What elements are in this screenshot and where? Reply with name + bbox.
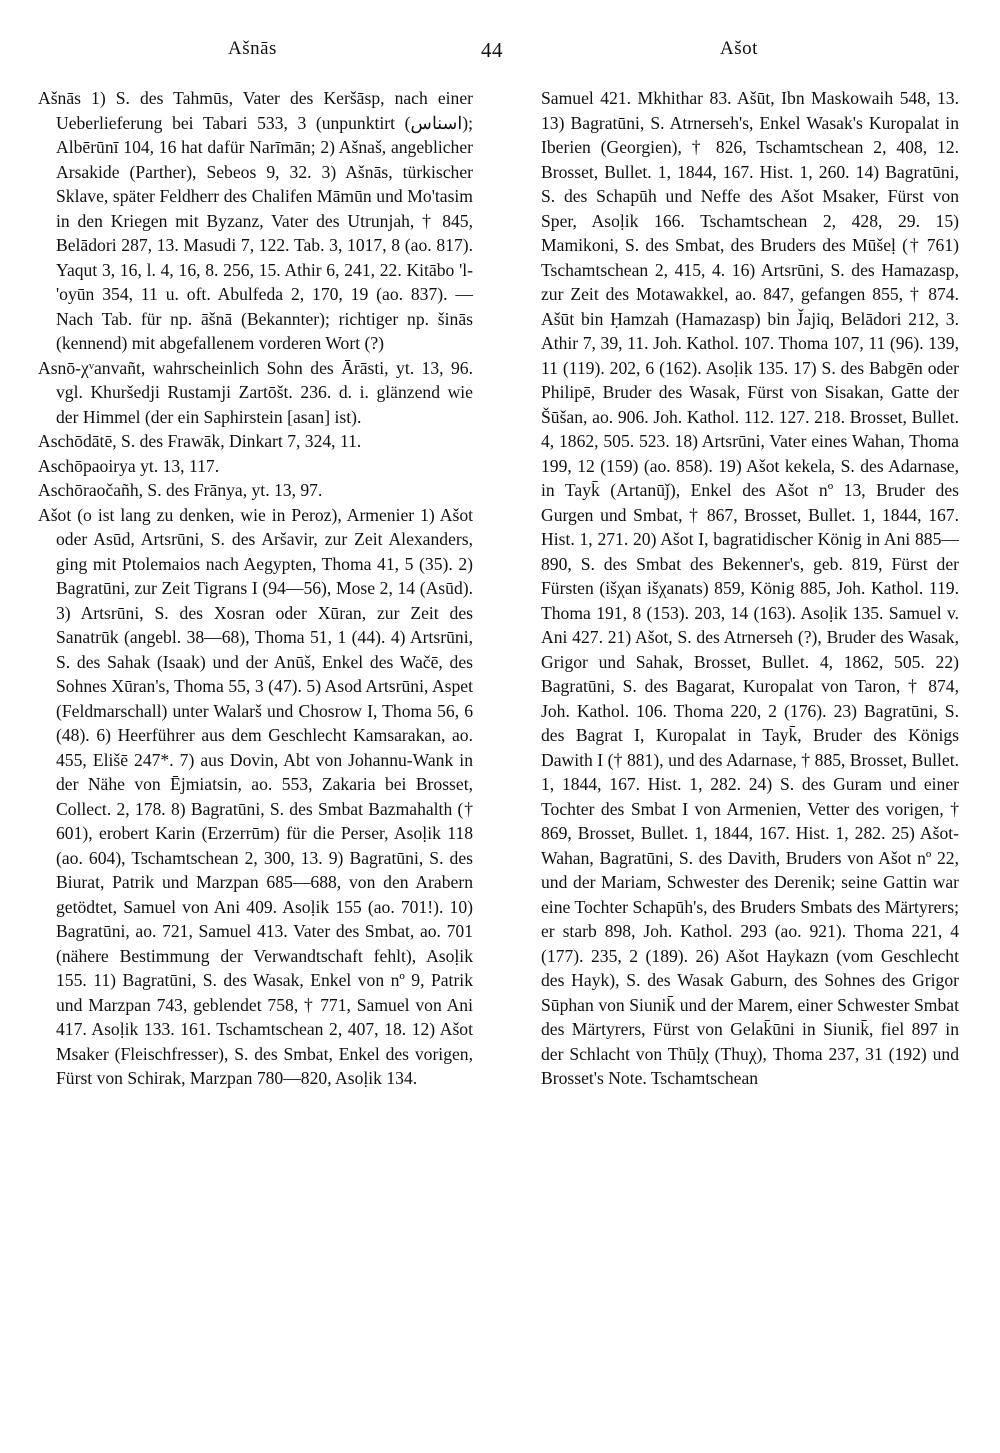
running-head-right: Ašot [720, 38, 758, 59]
entry-asot: Ašot (o ist lang zu denken, wie in Peroz), Armenier 1) Ašot oder Asūd, Artsrūni, S. des Aršavir, zur Zeit Alexanders, ging mit Ptolemaios nach Aegypten, Thoma 41, 5 (35). 2) Bagratūni, zur Zeit Tigrans I (94—56), Mose 2, 14 (Asūd). 3) Artsrūni, S. des Xosran oder Xūran, zur Zeit des Sanatrūk (angebl. 38—68), Thoma 51, 1 (44). 4) Artsrūni, S. des Sahak (Isaak) und der Anūš, Enkel des Wačē, des Sohnes Xūran's, Thoma 55, 3 (47). 5) Asod Artsrūni, Aspet (Feldmarschall) unter Walarš und Chosrow I, Thoma 56, 6 (48). 6) Heerführer aus dem Geschlecht Kamsarakan, ao. 455, Elišē 247*. 7) aus Dovin, Abt von Johannu-Wank in der Nähe von Ējmiatsin, ao. 553, Zakaria bei Brosset, Collect. 2, 178. 8) Bagratūni, S. des Smbat Bazmahalth († 601), erobert Karin (Erzerrūm) für die Perser, Asoḷik 118 (ao. 604), Tschamtschean 2, 300, 13. 9) Bagratūni, S. des Biurat, Patrik und Marzpan 685—688, von den Arabern getödtet, Samuel von Ani 409. Asoḷik 155 (ao. 701!). 10) Bagratūni, ao. 721, Samuel 413. Vater des Smbat, ao. 701 (nähere Bestimmung der Verwandtschaft fehlt), Asoḷik 155. 11) Bagratūni, S. des Wasak, Enkel von nº 9, Patrik und Marzpan 743, geblendet 758, † 771, Samuel von Ani 417. Asoḷik 133. 161. Tschamtschean 2, 407, 18. 12) Ašot Msaker (Fleischfresser), S. des Smbat, Enkel des vorigen, Fürst von Schirak, Marzpan 780—820, Asoḷik 134. [38, 504, 473, 1088]
right-column [541, 86, 959, 1091]
page-number: 44 [481, 38, 503, 62]
left-column [38, 86, 473, 1091]
entry-asot-continued: Samuel 421. Mkhithar 83. Ašūt, Ibn Maskowaih 548, 13. 13) Bagratūni, S. Atrnerseh's, Enkel Wasak's Kuropalat in Iberien (Georgien), † 826, Tschamtschean 2, 408, 12. Brosset, Bullet. 1, 1844, 167. Hist. 1, 260. 14) Bagratūni, S. des Schapūh und Neffe des Ašot Msaker, Fürst von Sper, Asoḷik 166. Tschamtschean 2, 428, 29. 15) Mamikoni, S. des Smbat, des Bruders des Mūšeḷ († 761) Tschamtschean 2, 415, 4. 16) Artsrūni, S. des Hamazasp, zur Zeit des Motawakkel, ao. 847, gefangen 855, † 874. Ašūt bin Ḥamzah (Hamazasp) bin J̌ajiq, Belādori 212, 3. Athir 7, 39, 11. Joh. Kathol. 107. Thoma 107, 11 (96). 139, 11 (119). 202, 6 (162). Asoḷik 135. 17) S. des Babgēn oder Philipē, Bruder des Wasak, Fürst von Sisakan, Gatte der Šūšan, ao. 906. Joh. Kathol. 112. 127. 218. Brosset, Bullet. 4, 1862, 505. 523. 18) Artsrūni, Vater eines Wahan, Thoma 199, 12 (159) (ao. 858). 19) Ašot kekela, S. des Adarnase, in Tayk̄ (Artanūǰ), Enkel des Ašot nº 13, Bruder des Gurgen und Smbat, † 867, Brosset, Bullet. 1, 1844, 167. Hist. 1, 271. 20) Ašot I, bagratidischer König in Ani 885—890, S. des Smbat des Bekenner's, geb. 819, Fürst der Fürsten (išχan išχanats) 859, König 885, Joh. Kathol. 119. Thoma 191, 8 (153). 203, 14 (163). Asoḷik 135. Samuel v. Ani 427. 21) Ašot, S. des Atrnerseh (?), Bruder des Wasak, Grigor und Sahak, Brosset, Bullet. 4, 1862, 505. 22) Bagratūni, S. des Bagarat, Kuropalat von Taron, † 874, Joh. Kathol. 106. Thoma 220, 2 (176). 23) Bagratūni, S. des Bagrat I, Kuropalat in Tayk̄, Bruder des Königs Dawith I († 881), und des Adarnase, † 885, Brosset, Bullet. 1, 1844, 167. Hist. 1, 282. 24) S. des Guram und einer Tochter des Smbat I von Armenien, Vetter des vorigen, † 869, Brosset, Bullet. 1, 1844, 167. Hist. 1, 282. 25) Ašot-Wahan, Bagratūni, S. des Davith, Bruders von Ašot nº 22, und der Mariam, Schwester des Derenik; seine Gattin war eine Tochter Schapūh's, des Bruders Smbats des Märtyrers; er starb 898, Joh. Kathol. 293 (ao. 921). Thoma 221, 4 (177). 235, 2 (189). 26) Ašot Haykazn (vom Geschlecht des Hayk), S. des Wasak Gaburn, des Sohnes des Grigor Sūphan von Siunik̄ und der Marem, einer Schwester Smbat des Märtyrers, Fürst von Gelak̄ūni in Siunik̄, fiel 897 in der Schlacht von Thūḷχ (Thuχ), Thoma 237, 31 (192) und Brosset's Note. Tschamtschean [541, 88, 959, 1088]
entry-aschopaoirya: Aschōpaoirya yt. 13, 117. [38, 455, 220, 476]
entry-aschoraocanh: Aschōraočañh, S. des Frānya, yt. 13, 97. [38, 480, 323, 500]
running-head-left: Ašnās [228, 38, 277, 59]
entry-asnas: Ašnās 1) S. des Tahmūs, Vater des Keršāsp, nach einer Ueberlieferung bei Tabari 533, 3 (unpunktirt (اسناس); Albērūnī 104, 16 hat dafür Narīmān; 2) Ašnaš, angeblicher Arsakide (Parther), Sebeos 9, 32. 3) Ašnās, türkischer Sklave, später Feldherr des Chalifen Māmūn und Mo'tasim in den Kriegen mit Byzanz, Vater des Utrunjah, † 845, Belādori 287, 13. Masudi 7, 122. Tab. 3, 1017, 8 (ao. 817). Yaqut 3, 16, l. 4, 16, 8. 256, 15. Athir 6, 241, 22. Kitābo 'l-'oyūn 354, 11 u. oft. Abulfeda 2, 170, 19 (ao. 837). — Nach Tab. für np. āšnā (Bekannter); richtiger np. šinās (kennend) mit abgefallenem vorderen Wort (?) [38, 88, 473, 353]
entry-asno-xvanvant: Asnō-χᵛanvañt, wahrscheinlich Sohn des Ārāsti, yt. 13, 96. vgl. Khuršedji Rustamji Zartōšt. 236. d. i. glänzend wie der Himmel (der ein Saphirstein [asan] ist). [38, 357, 473, 427]
entry-aschodate: Aschōdātē, S. des Frawāk, Dinkart 7, 324, 11. [38, 431, 362, 451]
